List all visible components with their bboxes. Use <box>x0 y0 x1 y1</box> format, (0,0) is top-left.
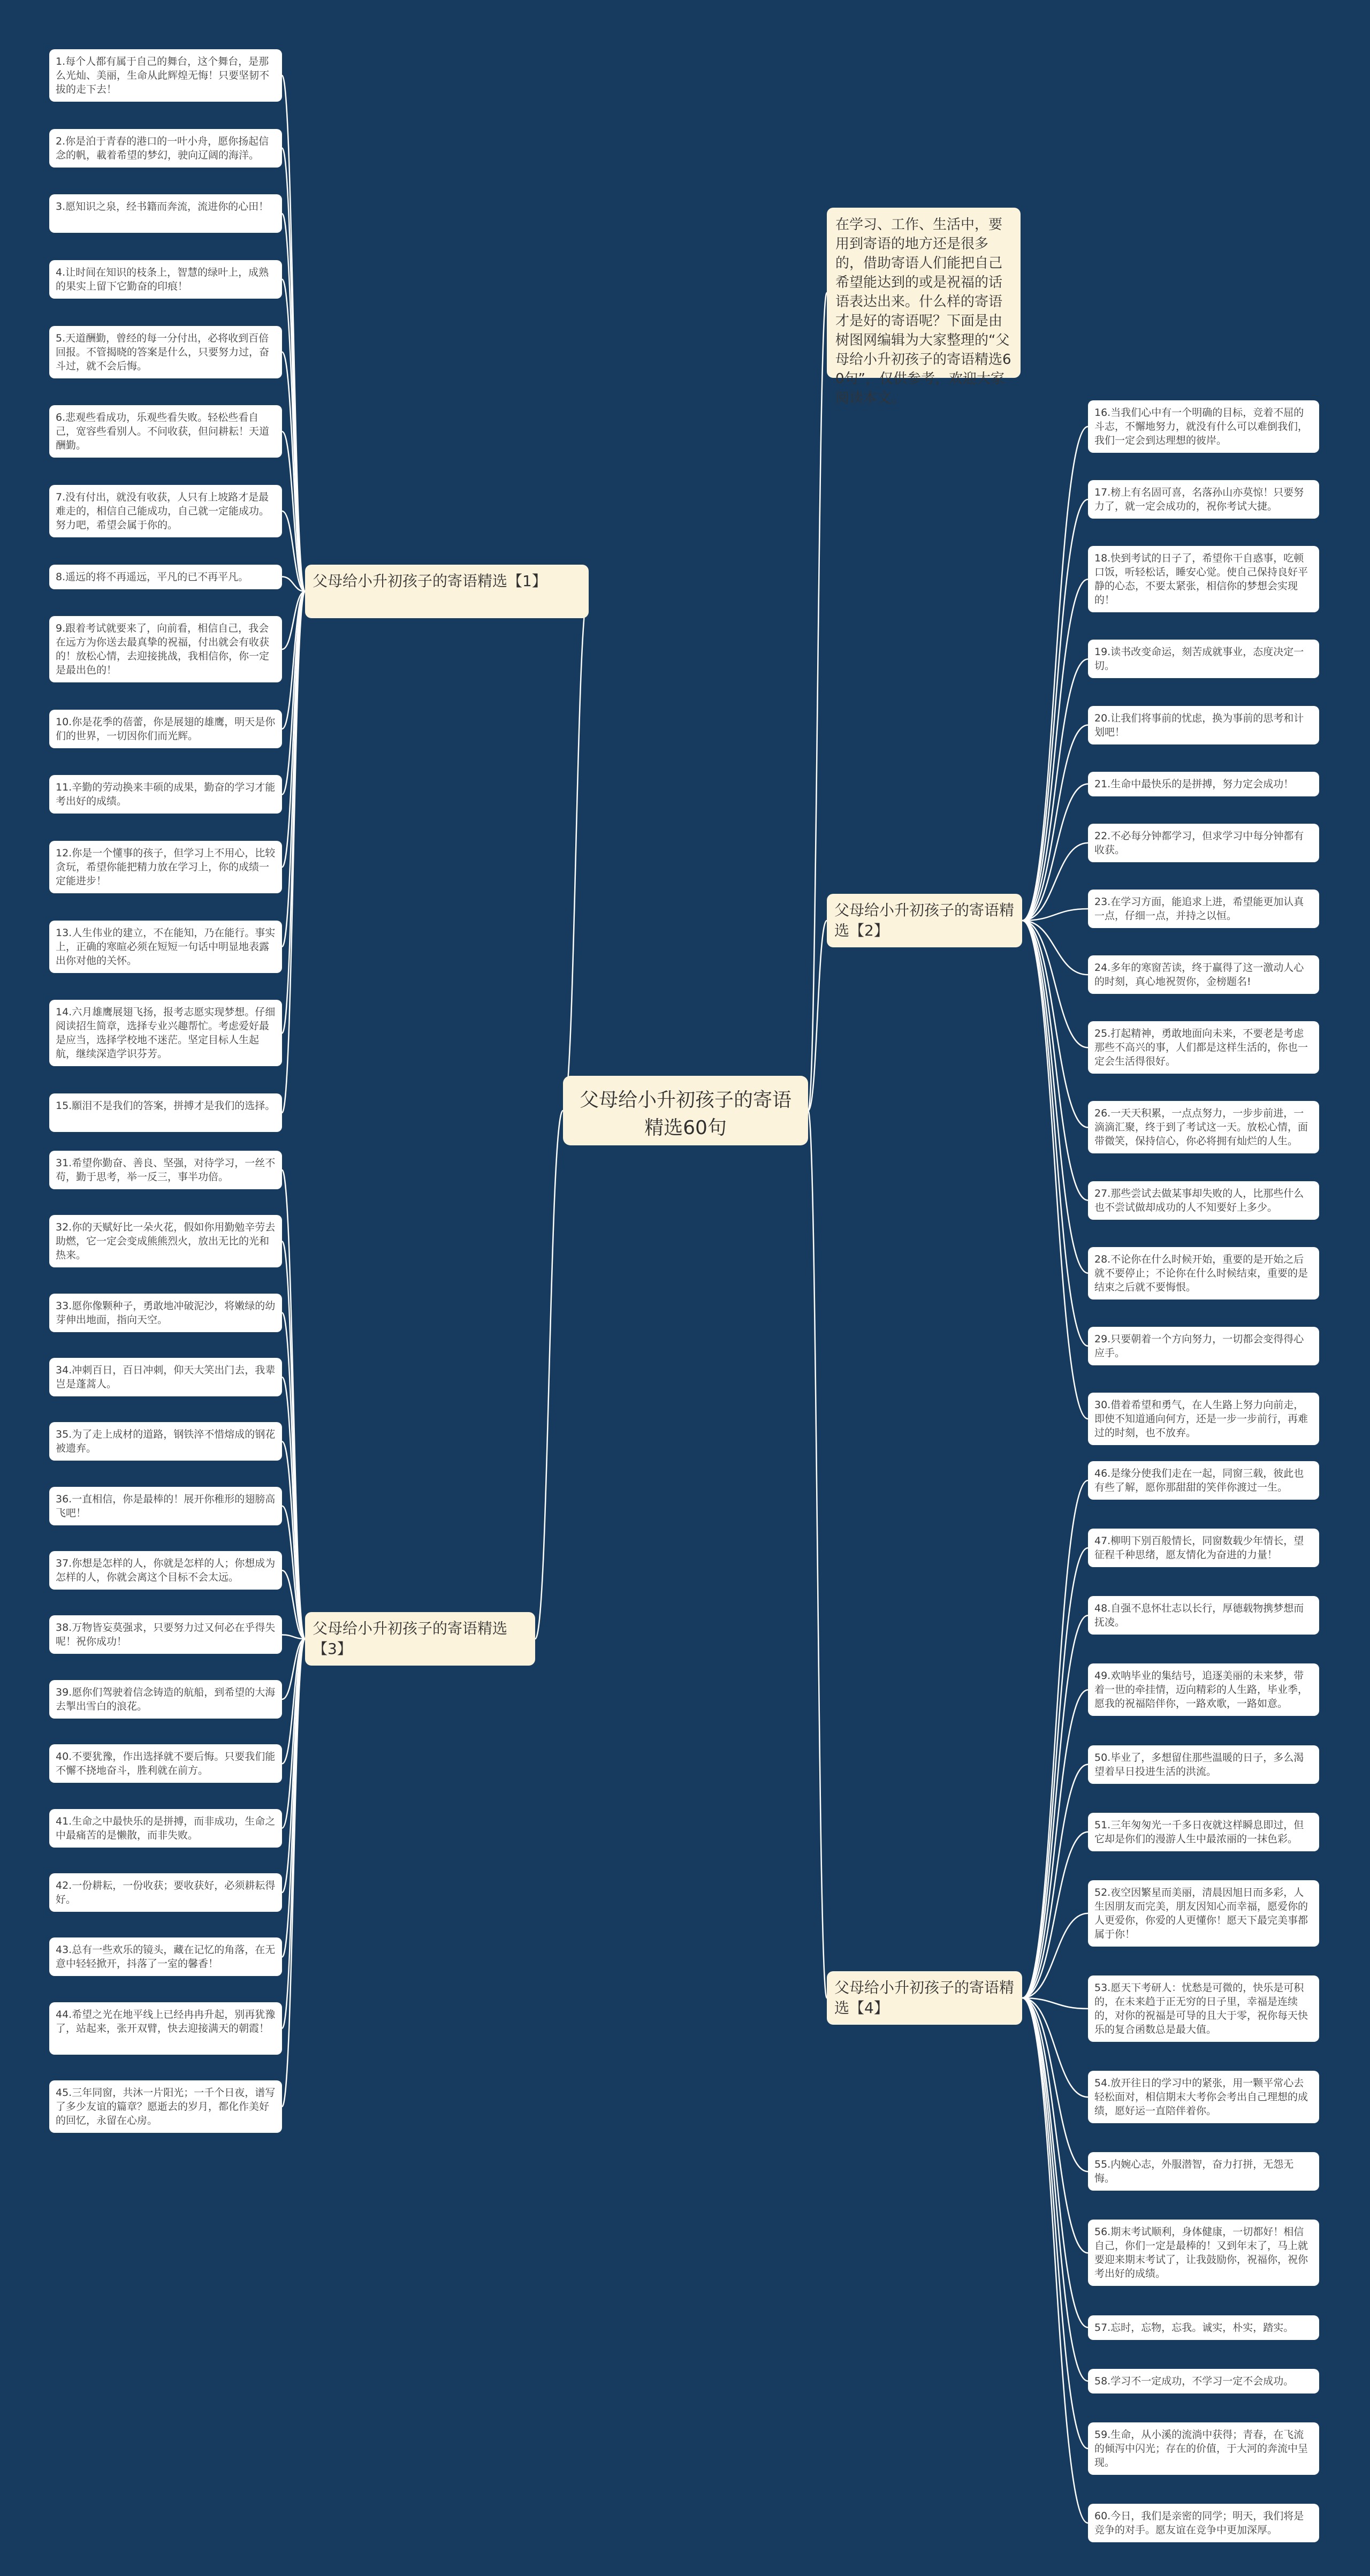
intro-text[interactable]: 在学习、工作、生活中，要用到寄语的地方还是很多的，借助寄语人们能把自己希望能达到的或是祝福的话语表达出来。什么样的寄语才是好的寄语呢？下面是由树图网编辑为大家整理的“父母给小升初孩子的寄语精选60句”，仅供参考，欢迎大家阅读本文。 <box>827 208 1021 378</box>
leaf-item[interactable]: 35.为了走上成材的道路，钢铁淬不惜熔成的钢花被遗弃。 <box>49 1422 282 1461</box>
leaf-item[interactable]: 54.放开往日的学习中的紧张，用一颗平常心去轻松面对，相信期末大考你会考出自己理想的成绩，愿好运一直陪伴着你。 <box>1088 2071 1319 2123</box>
leaf-item[interactable]: 18.快到考试的日子了，希望你干自惑事，吃顿口饭，听轻松话，睡安心觉。使自己保持良好平静的心态，不要太紧张，相信你的梦想会实现的！ <box>1088 546 1319 612</box>
leaf-item[interactable]: 12.你是一个懂事的孩子，但学习上不用心，比较贪玩，希望你能把精力放在学习上，你的成绩一定能进步！ <box>49 841 282 893</box>
leaf-item[interactable]: 30.借着希望和勇气，在人生路上努力向前走，即使不知道通向何方，还是一步一步前行，再难过的时刻，也不放弃。 <box>1088 1393 1319 1445</box>
leaf-item[interactable]: 60.今日，我们是亲密的同学；明天，我们将是竞争的对手。愿友谊在竞争中更加深厚。 <box>1088 2504 1319 2542</box>
leaf-item[interactable]: 9.跟着考试就要来了，向前看，相信自己，我会在远方为你送去最真挚的祝福，付出就会有收获的！放松心情，去迎接挑战，我相信你，你一定是最出色的！ <box>49 616 282 682</box>
leaf-item[interactable]: 38.万物皆妄莫强求，只要努力过又何必在乎得失呢！祝你成功！ <box>49 1615 282 1654</box>
connector-line <box>1022 1998 1088 2381</box>
connector-line <box>563 591 589 1111</box>
leaf-item[interactable]: 53.愿天下考研人：忧愁是可微的，快乐是可积的，在未来趋于正无穷的日子里，幸福是连续的，对你的祝福是可导的且大于零，祝你每天快乐的复合函数总是最大值。 <box>1088 1975 1319 2042</box>
leaf-item[interactable]: 40.不要犹豫，作出选择就不要后悔。只要我们能不懈不挠地奋斗，胜利就在前方。 <box>49 1744 282 1783</box>
leaf-item[interactable]: 43.总有一些欢乐的镜头，藏在记忆的角落，在无意中轻轻掀开，抖落了一室的馨香！ <box>49 1937 282 1976</box>
connector-line <box>1022 1480 1088 1998</box>
leaf-item[interactable]: 4.让时间在知识的枝条上，智慧的绿叶上，成熟的果实上留下它勤奋的印痕！ <box>49 260 282 299</box>
leaf-item[interactable]: 14.六月雄鹰展翅飞扬，报考志愿实现梦想。仔细阅读招生简章，选择专业兴趣帮忙。考虑爱好最是应当，选择学校地不迷茫。坚定目标人生起航，继续深造学识芬芳。 <box>49 1000 282 1066</box>
leaf-item[interactable]: 24.多年的寒窗苦读，终于赢得了这一激动人心的时刻，真心地祝贺你，金榜题名! <box>1088 955 1319 994</box>
leaf-item[interactable]: 52.夜空因繁星而美丽，清晨因旭日而多彩，人生因朋友而完美，朋友因知心而幸福，愿爱你的人更爱你，你爱的人更懂你！愿天下最完美事都属于你！ <box>1088 1880 1319 1947</box>
leaf-item[interactable]: 17.榜上有名固可喜，名落孙山亦莫惊！只要努力了，就一定会成功的，祝你考试大捷。 <box>1088 480 1319 519</box>
leaf-item[interactable]: 41.生命之中最快乐的是拼搏，而非成功，生命之中最痛苦的是懒散，而非失败。 <box>49 1809 282 1848</box>
leaf-item[interactable]: 51.三年匆匆光一千多日夜就这样瞬息即过，但它却是你们的漫游人生中最浓丽的一抹色彩。 <box>1088 1813 1319 1851</box>
connector-line <box>1022 499 1088 921</box>
leaf-item[interactable]: 6.悲观些看成功，乐观些看失败。轻松些看自己，宽容些看别人。不问收获，但问耕耘！天道酬勤。 <box>49 405 282 458</box>
connector-line <box>1022 1998 1088 2523</box>
leaf-item[interactable]: 8.遥远的将不再遥远，平凡的已不再平凡。 <box>49 565 282 589</box>
leaf-item[interactable]: 5.天道酬勤，曾经的每一分付出，必将收到百倍回报。不管揭晓的答案是什么，只要努力过，奋斗过，就不会后悔。 <box>49 326 282 378</box>
connector-line <box>1022 427 1088 921</box>
leaf-item[interactable]: 57.忘时，忘物，忘我。诚实，朴实，踏实。 <box>1088 2315 1319 2340</box>
leaf-item[interactable]: 34.冲刺百日，百日冲刺，仰天大笑出门去，我辈岂是蓬蒿人。 <box>49 1358 282 1396</box>
leaf-item[interactable]: 20.让我们将事前的忧虑，换为事前的思考和计划吧！ <box>1088 706 1319 744</box>
branch-topic-3[interactable]: 父母给小升初孩子的寄语精选【3】 <box>305 1612 535 1666</box>
connector-line <box>282 591 305 1113</box>
leaf-item[interactable]: 29.只要朝着一个方向努力，一切都会变得得心应手。 <box>1088 1327 1319 1365</box>
leaf-item[interactable]: 48.自强不息怀壮志以长行，厚德载物携梦想而抚凌。 <box>1088 1596 1319 1635</box>
connector-line <box>1022 921 1088 1419</box>
leaf-item[interactable]: 37.你想是怎样的人，你就是怎样的人；你想成为怎样的人，你就会离这个目标不会太远。 <box>49 1551 282 1590</box>
leaf-item[interactable]: 50.毕业了，多想留住那些温暖的日子，多么渴望着早日投进生活的洪流。 <box>1088 1745 1319 1784</box>
connector-line <box>282 591 305 947</box>
leaf-item[interactable]: 13.人生伟业的建立，不在能知，乃在能行。事实上，正确的寒暄必须在短短一句话中明显地表露出你对他的关怀。 <box>49 921 282 973</box>
leaf-item[interactable]: 36.一直相信，你是最棒的！展开你稚形的翅膀高飞吧！ <box>49 1487 282 1525</box>
leaf-item[interactable]: 11.辛勤的劳动换来丰硕的成果，勤奋的学习才能考出好的成绩。 <box>49 775 282 814</box>
connector-line <box>282 214 305 591</box>
leaf-item[interactable]: 56.期末考试顺利，身体健康，一切都好！相信自己，你们一定是最棒的！又到年末了，马上就要迎来期末考试了，让我鼓励你，祝福你，祝你考出好的成绩。 <box>1088 2220 1319 2286</box>
branch-topic-2[interactable]: 父母给小升初孩子的寄语精选【2】 <box>827 894 1022 947</box>
connector-line <box>535 1111 563 1639</box>
branch-topic-4[interactable]: 父母给小升初孩子的寄语精选【4】 <box>827 1971 1022 2025</box>
connector-line <box>282 1639 305 1957</box>
leaf-item[interactable]: 47.柳明下别百般情长，同窗数载少年情长，望征程千种思绪，愿友情化为奋进的力量！ <box>1088 1529 1319 1567</box>
leaf-item[interactable]: 26.一天天积累，一点点努力，一步步前进，一滴滴汇聚，终于到了考试这一天。放松心情，面带微笑，保持信心，你必将拥有灿烂的人生。 <box>1088 1101 1319 1153</box>
leaf-item[interactable]: 55.内婉心志，外服潜智，奋力打拼，无怨无悔。 <box>1088 2152 1319 2191</box>
leaf-item[interactable]: 15.願泪不是我们的答案，拼搏才是我们的选择。 <box>49 1093 282 1132</box>
leaf-item[interactable]: 31.希望你勤奋、善良、坚强，对待学习，一丝不苟，勤于思考，举一反三，事半功倍。 <box>49 1151 282 1189</box>
connector-line <box>1022 1998 1088 2171</box>
connector-line <box>282 1639 305 2107</box>
leaf-item[interactable]: 3.愿知识之泉，经书籍而奔流，流进你的心田！ <box>49 194 282 233</box>
branch-topic-1[interactable]: 父母给小升初孩子的寄语精选【1】 <box>305 565 589 618</box>
leaf-item[interactable]: 45.三年同窗，共沐一片阳光；一千个日夜，谱写了多少友谊的篇章？愿逝去的岁月，都化作美好的回忆，永留在心房。 <box>49 2080 282 2133</box>
leaf-item[interactable]: 59.生命，从小溪的流淌中获得；青春，在飞流的倾泻中闪光；存在的价值，于大河的奔流中呈现。 <box>1088 2422 1319 2475</box>
connector-line <box>1022 1832 1088 1998</box>
leaf-item[interactable]: 46.是缘分使我们走在一起，同窗三载，彼此也有些了解，愿你那甜甜的笑伴你渡过一生。 <box>1088 1461 1319 1500</box>
connector-line <box>1022 579 1088 921</box>
leaf-item[interactable]: 22.不必每分钟都学习，但求学习中每分钟都有收获。 <box>1088 824 1319 862</box>
leaf-item[interactable]: 42.一份耕耘，一份收获；要收获好，必须耕耘得好。 <box>49 1873 282 1912</box>
leaf-item[interactable]: 1.每个人都有属于自己的舞台，这个舞台，是那么光灿、美丽，生命从此辉煌无悔！只要坚韧不拔的走下去！ <box>49 49 282 102</box>
leaf-item[interactable]: 49.欢呐毕业的集结号，追逐美丽的未来梦，带着一世的牵挂情，迈向精彩的人生路，毕业季，愿我的祝福陪伴你，一路欢歌，一路如意。 <box>1088 1663 1319 1716</box>
leaf-item[interactable]: 23.在学习方面，能追求上进，希望能更加认真一点，仔细一点，并持之以恒。 <box>1088 890 1319 928</box>
leaf-item[interactable]: 39.愿你们驾驶着信念铸造的航船，到希望的大海去掣出雪白的浪花。 <box>49 1680 282 1719</box>
leaf-item[interactable]: 7.没有付出，就没有收获，人只有上坡路才是最难走的，相信自己能成功，自己就一定能成功。努力吧，希望会属于你的。 <box>49 485 282 537</box>
leaf-item[interactable]: 44.希望之光在地平线上已经冉冉升起，别再犹豫了，站起来，张开双臂，快去迎接满天的朝霞！ <box>49 2002 282 2055</box>
connector-line <box>282 1313 305 1639</box>
leaf-item[interactable]: 25.打起精神，勇敢地面向未来，不要老是考虑那些不高兴的事，人们都是这样生活的，你也一定会生活得很好。 <box>1088 1021 1319 1074</box>
leaf-item[interactable]: 32.你的天赋好比一朵火花，假如你用勤勉辛劳去助燃，它一定会变成熊熊烈火，放出无比的光和热来。 <box>49 1215 282 1267</box>
connector-line <box>1022 1615 1088 1998</box>
leaf-item[interactable]: 2.你是泊于青春的港口的一叶小舟，愿你扬起信念的帆，載着希望的梦幻，驶向辽阔的海洋。 <box>49 129 282 168</box>
connector-line <box>1022 921 1088 1200</box>
leaf-item[interactable]: 33.愿你像颗种子，勇敢地冲破泥沙，将嫩绿的幼芽伸出地面，指向天空。 <box>49 1294 282 1332</box>
leaf-item[interactable]: 27.那些尝试去做某事却失败的人，比那些什么也不尝试做却成功的人不知要好上多少。 <box>1088 1181 1319 1220</box>
connector-line <box>1022 1998 1088 2449</box>
root-topic[interactable]: 父母给小升初孩子的寄语精选60句 <box>563 1076 808 1145</box>
leaf-item[interactable]: 28.不论你在什么时候开始，重要的是开始之后就不要停止；不论你在什么时候结束，重要的是结束之后就不要悔恨。 <box>1088 1247 1319 1300</box>
leaf-item[interactable]: 21.生命中最快乐的是拼搏，努力定会成功！ <box>1088 772 1319 796</box>
connector-line <box>1022 784 1088 921</box>
leaf-item[interactable]: 10.你是花季的蓓蕾，你是展翅的雄鹰，明天是你们的世界，一切因你们而光辉。 <box>49 710 282 748</box>
connector-line <box>808 293 827 1111</box>
connector-line <box>282 148 305 591</box>
leaf-item[interactable]: 16.当我们心中有一个明确的目标，竞着不屈的斗志，不懈地努力，就没有什么可以难倒我们，我们一定会到达理想的彼岸。 <box>1088 400 1319 453</box>
connector-line <box>808 1111 827 1998</box>
leaf-item[interactable]: 19.读书改变命运，刻苦成就事业，态度决定一切。 <box>1088 640 1319 678</box>
leaf-item[interactable]: 58.学习不一定成功，不学习一定不会成功。 <box>1088 2369 1319 2393</box>
